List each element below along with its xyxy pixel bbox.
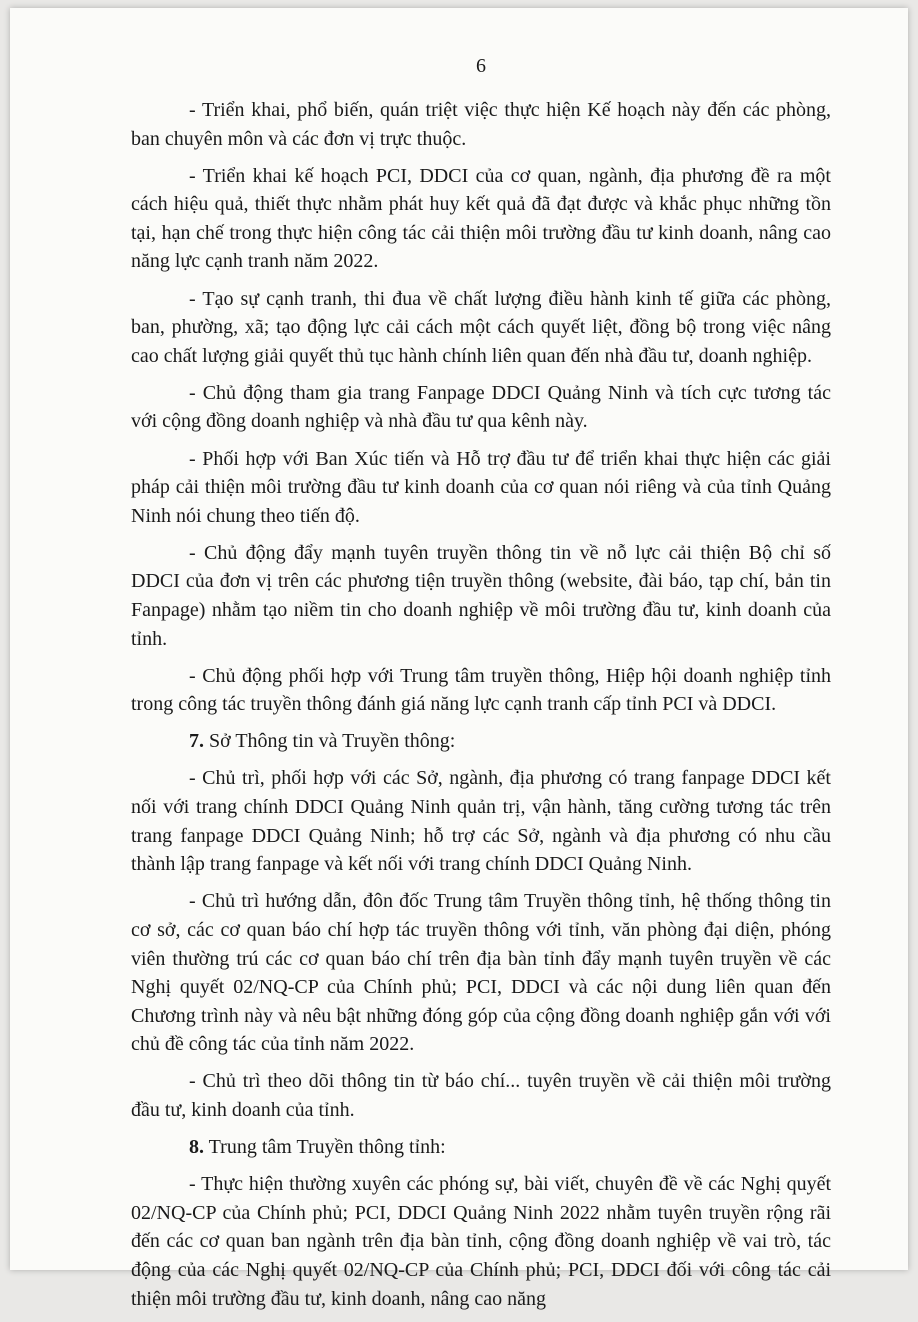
paragraph-pci-ddci-plan: - Triển khai kế hoạch PCI, DDCI của cơ quan, ngành, địa phương đề ra một cách hiệu quả, thiết thực nhằm phát huy kết quả đã đạt được và khắc phục những tồn tại, hạn chế trong thực hiện công tác cải thiện môi trường đầu tư kinh doanh, nâng cao năng lực cạnh tranh năm 2022. xyxy=(131,164,831,273)
section-title-8: Trung tâm Truyền thông tỉnh: xyxy=(208,1136,446,1159)
section-title-7: Sở Thông tin và Truyền thông: xyxy=(209,730,456,753)
page-number: 6 xyxy=(476,55,486,77)
section-number-7: 7. xyxy=(189,730,204,753)
paragraph-deploy-plan: - Triển khai, phổ biến, quán triệt việc thực hiện Kế hoạch này đến các phòng, ban chuyên môn và các đơn vị trực thuộc. xyxy=(131,99,831,150)
section-heading-8 xyxy=(131,1133,831,1162)
paragraph-press-guidance: - Chủ trì hướng dẫn, đôn đốc Trung tâm Truyền thông tỉnh, hệ thống thông tin cơ sở, các cơ quan báo chí hợp tác truyền thông với tỉnh, văn phòng đại diện, phóng viên thường trú các cơ quan báo chí trên địa bàn tỉnh đẩy mạnh tuyên truyền về các Nghị quyết 02/NQ-CP của Chính phủ; PCI, DDCI và các nội dung liên quan đến Chương trình này và nêu bật những đóng góp của cộng đồng doanh nghiệp gắn với với chủ đề công tác của tỉnh năm 2022. xyxy=(131,890,831,1056)
paragraph-media-center: - Chủ động phối hợp với Trung tâm truyền thông, Hiệp hội doanh nghiệp tỉnh trong công tác truyền thông đánh giá năng lực cạnh tranh cấp tỉnh PCI và DDCI. xyxy=(131,664,831,716)
paragraph-press-monitoring: - Chủ trì theo dõi thông tin từ báo chí... tuyên truyền về cải thiện môi trường đầu tư, kinh doanh của tỉnh. xyxy=(131,1070,831,1121)
paragraph-reports: - Thực hiện thường xuyên các phóng sự, bài viết, chuyên đề về các Nghị quyết 02/NQ-CP của Chính phủ; PCI, DDCI Quảng Ninh 2022 nhằm tuyên truyền rộng rãi đến các cơ quan ban ngành trên địa bàn tỉnh, cộng đồng doanh nghiệp về vai trò, tác động của các Nghị quyết 02/NQ-CP của Chính phủ; PCI, DDCI đối với công tác cải thiện môi trường đầu tư, kinh doanh, nâng cao năng xyxy=(131,1173,831,1310)
paragraph-competition: - Tạo sự cạnh tranh, thi đua về chất lượng điều hành kinh tế giữa các phòng, ban, phường, xã; tạo động lực cải cách một cách quyết liệt, đồng bộ trong việc nâng cao chất lượng giải quyết thủ tục hành chính liên quan đến nhà đầu tư, doanh nghiệp. xyxy=(131,287,831,367)
section-number-8: 8. xyxy=(189,1136,204,1159)
paragraph-fanpage-management: - Chủ trì, phối hợp với các Sở, ngành, địa phương có trang fanpage DDCI kết nối với trang chính DDCI Quảng Ninh quản trị, vận hành, tăng cường tương tác trên trang fanpage DDCI Quảng Ninh; hỗ trợ các Sở, ngành và địa phương có nhu cầu thành lập trang fanpage và kết nối với trang chính DDCI Quảng Ninh. xyxy=(131,767,831,876)
paragraph-fanpage: - Chủ động tham gia trang Fanpage DDCI Quảng Ninh và tích cực tương tác với cộng đồng doanh nghiệp và nhà đầu tư qua kênh này. xyxy=(131,381,831,433)
section-heading-7 xyxy=(131,727,831,756)
paragraph-media-promotion: - Chủ động đẩy mạnh tuyên truyền thông tin về nỗ lực cải thiện Bộ chỉ số DDCI của đơn vị trên các phương tiện truyền thông (website, đài báo, tạp chí, bản tin Fanpage) nhằm tạo niềm tin cho doanh nghiệp về môi trường đầu tư, kinh doanh của tỉnh. xyxy=(131,541,831,650)
paragraph-coordinate-investment: - Phối hợp với Ban Xúc tiến và Hỗ trợ đầu tư để triển khai thực hiện các giải pháp cải thiện môi trường đầu tư kinh doanh của cơ quan nói riêng và của tỉnh Quảng Ninh nói chung theo tiến độ. xyxy=(131,447,831,527)
document-body xyxy=(131,52,831,1322)
document-page xyxy=(10,8,908,1310)
